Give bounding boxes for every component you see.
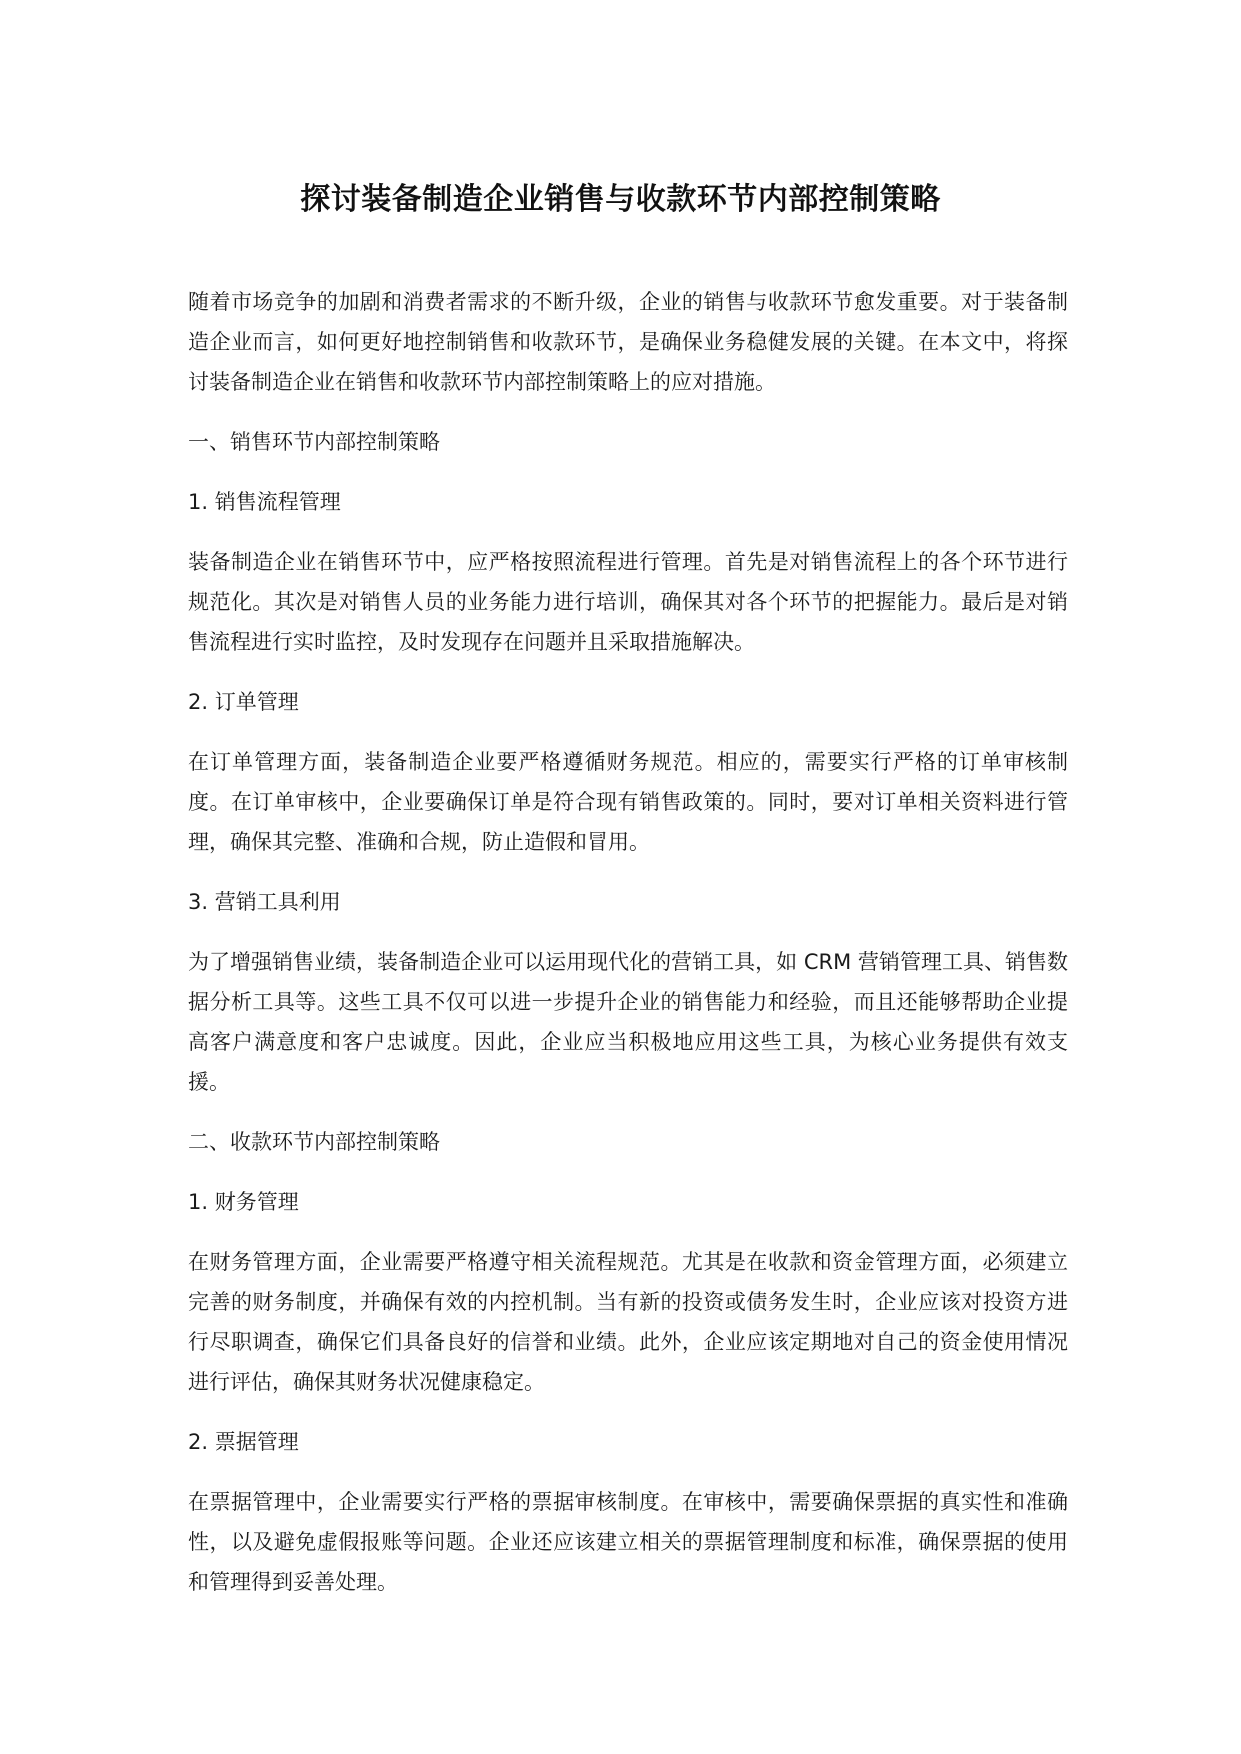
subsection-heading-financial-management: 1. 财务管理 [188,1190,299,1214]
intro-paragraph: 随着市场竞争的加剧和消费者需求的不断升级，企业的销售与收款环节愈发重要。对于装备制造企业而言，如何更好地控制销售和收款环节，是确保业务稳健发展的关键。在本文中，将探讨装备制造企业在销售和收款环节内部控制策略上的应对措施。 [188,290,1068,394]
subsection-heading-sales-process: 1. 销售流程管理 [188,490,341,514]
paragraph-order-management: 在订单管理方面，装备制造企业要严格遵循财务规范。相应的，需要实行严格的订单审核制度。在订单审核中，企业要确保订单是符合现有销售政策的。同时，要对订单相关资料进行管理，确保其完整、准确和合规，防止造假和冒用。 [188,750,1068,854]
section-heading-collection: 二、收款环节内部控制策略 [188,1130,440,1154]
subsection-heading-marketing-tools: 3. 营销工具利用 [188,890,341,914]
subsection-heading-order-management: 2. 订单管理 [188,690,299,714]
section-heading-sales: 一、销售环节内部控制策略 [188,430,440,454]
subsection-heading-bill-management: 2. 票据管理 [188,1430,299,1454]
document-body [188,282,1068,1622]
paragraph-marketing-tools: 为了增强销售业绩，装备制造企业可以运用现代化的营销工具，如 CRM 营销管理工具、销售数据分析工具等。这些工具不仅可以进一步提升企业的销售能力和经验，而且还能够帮助企业提高客户满意度和客户忠诚度。因此，企业应当积极地应用这些工具，为核心业务提供有效支援。 [188,950,1068,1094]
page-title: 探讨装备制造企业销售与收款环节内部控制策略 [300,182,941,217]
paragraph-bill-management: 在票据管理中，企业需要实行严格的票据审核制度。在审核中，需要确保票据的真实性和准确性，以及避免虚假报账等问题。企业还应该建立相关的票据管理制度和标准，确保票据的使用和管理得到妥善处理。 [188,1490,1068,1594]
paragraph-financial-management: 在财务管理方面，企业需要严格遵守相关流程规范。尤其是在收款和资金管理方面，必须建立完善的财务制度，并确保有效的内控机制。当有新的投资或债务发生时，企业应该对投资方进行尽职调查，确保它们具备良好的信誉和业绩。此外，企业应该定期地对自己的资金使用情况进行评估，确保其财务状况健康稳定。 [188,1250,1068,1394]
paragraph-sales-process: 装备制造企业在销售环节中，应严格按照流程进行管理。首先是对销售流程上的各个环节进行规范化。其次是对销售人员的业务能力进行培训，确保其对各个环节的把握能力。最后是对销售流程进行实时监控，及时发现存在问题并且采取措施解决。 [188,550,1068,654]
